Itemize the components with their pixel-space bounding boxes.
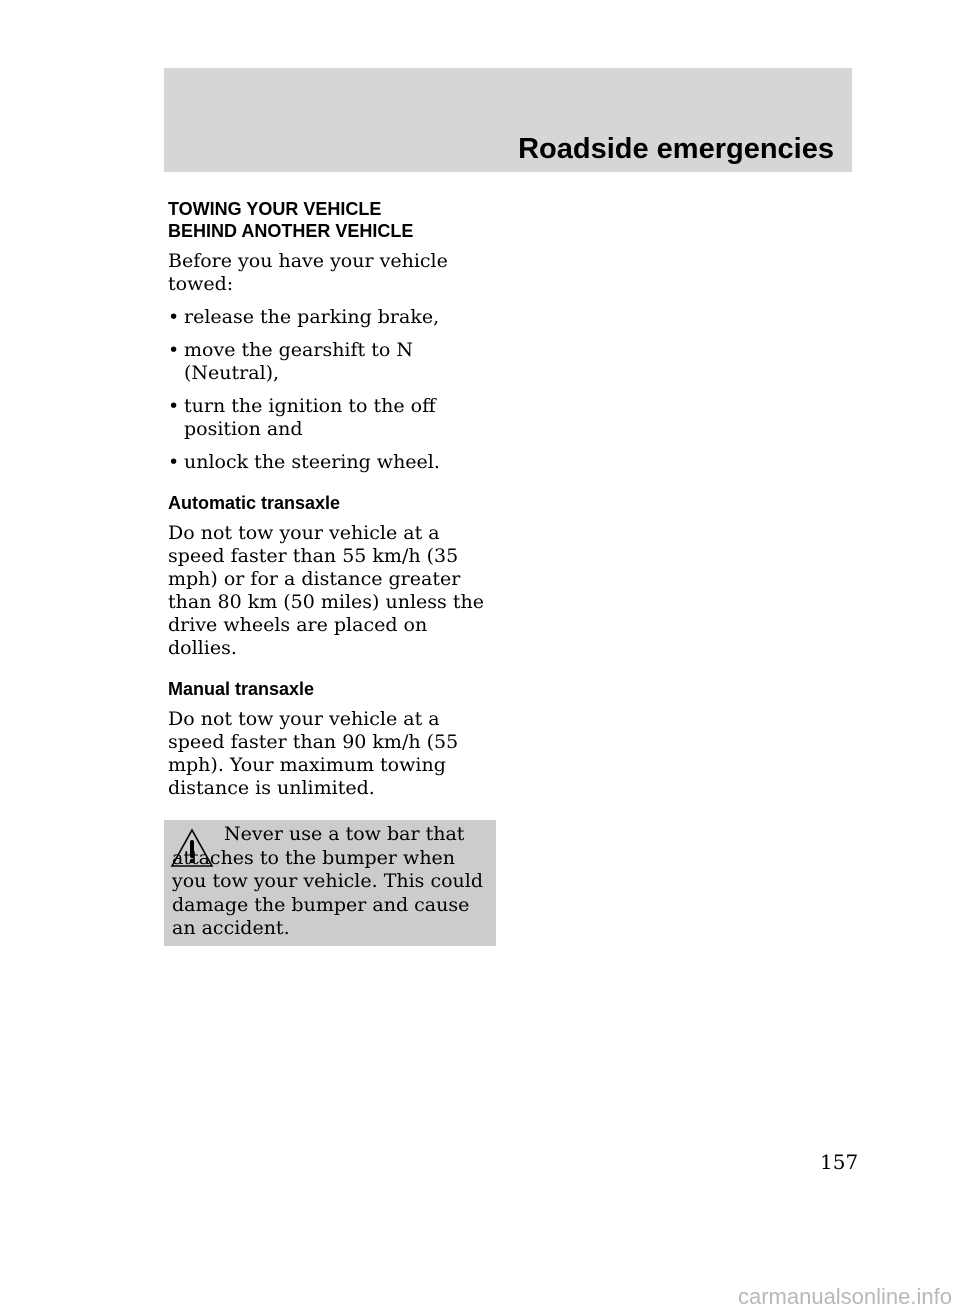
warning-text: Never use a tow bar that attaches to the bumper when you tow your vehicle. This could damage the bumper and cause an accident.	[172, 823, 484, 939]
list-item: • release the parking brake,	[168, 306, 440, 328]
automatic-transaxle-text: Do not tow your vehicle at a speed faster than 55 km/h (35 mph) or for a distance greater than 80 km (50 miles) unless the drive wheels are placed on dollies.	[168, 522, 484, 659]
section-heading-line2: BEHIND ANOTHER VEHICLE	[168, 221, 414, 241]
automatic-transaxle-heading: Automatic transaxle	[168, 493, 341, 513]
manual-transaxle-text: Do not tow your vehicle at a speed faster than 90 km/h (55 mph). Your maximum towing distance is unlimited.	[168, 708, 459, 799]
manual-transaxle-heading: Manual transaxle	[168, 679, 315, 699]
bullet-icon: •	[168, 339, 180, 361]
bullet-icon: •	[168, 395, 180, 417]
towing-steps-list	[168, 306, 498, 474]
section-heading-line1: TOWING YOUR VEHICLE	[168, 199, 382, 219]
page-title: Roadside emergencies	[518, 133, 834, 165]
watermark: carmanualsonline.info	[737, 1284, 952, 1309]
list-item: • turn the ignition to the off position and	[168, 395, 436, 440]
bullet-icon: •	[168, 451, 180, 473]
header-band	[164, 68, 852, 172]
section-heading	[168, 198, 498, 242]
main-content	[168, 198, 498, 810]
list-item: • move the gearshift to N (Neutral),	[168, 339, 413, 384]
warning-box	[164, 820, 496, 946]
page-number: 157	[820, 1150, 859, 1174]
intro-text: Before you have your vehicle towed:	[168, 250, 448, 295]
bullet-icon: •	[168, 306, 180, 328]
list-item: • unlock the steering wheel.	[168, 451, 440, 473]
